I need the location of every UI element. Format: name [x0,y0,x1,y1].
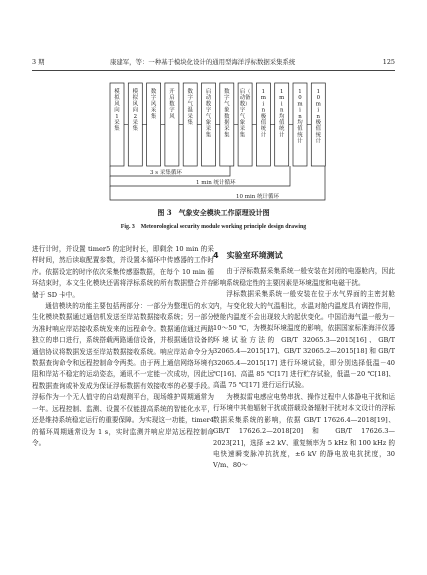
right-paragraph-1: 由于浮标数据采集系统一般安装在封闭的电器舱内，因此影响系统稳定性的主要因素是环境温度和电磁干扰。 [213,267,395,287]
loop-10min-label: 10 min 统计循环 [236,194,280,200]
module-label: 1 m i n 极值统计 [260,89,267,139]
left-column [32,244,214,449]
loop-3s [110,166,230,176]
module-label: 数字风采集 [150,89,157,120]
figure-caption-cn: 图 3 气象安全模块工作原理设计图 [157,208,270,217]
right-column [213,244,395,472]
module-label: 模拟风向 1 采集 [114,89,120,133]
module-label: 1 m i n 均值统计 [278,89,285,139]
right-paragraph-3: 为模拟雷电感应电势串扰、操作过程中人体静电干扰和运行环境中其他辐射干扰或搭载设备辐射干扰对本文设计的浮标数据采集系统的影响，依据 GB/T 17626.4—2018[19]、GB/T 17626.2—2018[20] 和 GB/T 17626.3—2023[21]，选择 ±2 kV、重复频率为 5 kHz 和 100 kHz 的电快速瞬变脉冲抗扰度，±6 kV 的静电放电抗扰度，30 V/m、80～ [213,392,395,470]
figure-caption-en: Fig. 3 Meteorological security module working principle design drawing [120,224,307,230]
issue-number: 3 期 [32,58,45,66]
running-title: 康建军，等：一种基于模块化设计的通用型海洋浮标数据采集系统 [110,58,296,66]
module-label: 数字气温采集 [187,89,193,126]
module-label: 数字气象数据采集 [224,89,230,139]
module-flow-diagram [0,0,427,210]
page-number: 125 [382,58,395,66]
loop-3s-label: 3 s 采集循环 [150,170,182,176]
module-label: 启动数字气象采集 [239,89,246,139]
left-paragraph-1: 进行计时，并设置 timer5 的定时时长，即剩余 10 min 的采样时间，然后读取配置参数，并设置本循环中传感器的工作时序。依据设定的时序依次采集传感器数据，在每个 10 min 循环结束时，本文生化模块还需将浮标系统的所有数据整合并存储于 SD 卡中。 [32,245,214,299]
right-paragraph-2: 浮标数据采集系统一般安装在位于水气界面的主密封舱内，与变化较大的气温相比，水温对舱内温度具有调控作用，使舱内温度不会出现较大的起伏变化。中国沿海气温一般为－10～50 ℃，为模拟环境温度的影响，依据国家标准海洋仪器环境试验方法的 GB/T 32065.3—2015[16]、GB/T 32065.4—2015[17]、GB/T 32065.2—2015[18] 和 GB/T 32065.4—2015[17] 进行环境试验，即分别选择低温－40 ℃[16]、高温 85 ℃[17] 进行贮存试验，低温－20 ℃[18]、高温 75 ℃[17] 进行运行试验。 [213,290,395,390]
module-label: 开启数字风 [169,89,175,120]
module-label: 启动数字气象采集 [205,89,212,139]
module-label: 模拟风向 2 采集 [132,89,139,133]
module-label: 1 0 m i n 均值统计 [297,89,303,145]
module-label: （备） [244,89,251,108]
module-label: 1 0 m i n 极值统计 [315,89,322,145]
loop-1min-label: 1 min 统计循环 [196,180,236,186]
left-paragraph-2: 通信模块的功能主要包括两部分：一部分为整理后的水文生化模块数据通过通信机发送至岸站数据接收系统；另一部分为准时响应岸站接收系统发来的远程命令。数据通信通过两路独立的串口进行，系统搭载两路通信设备，并根据通信设备的通信协议将数据发送至岸站数据接收系统。响应岸站命令分为数据查询命令和远程控制命令两类。由于两上通信网络环境有阻和岸站不稳定的运动姿态，通讯不一定能一次成功，因此远程数据查询或补发成为保证浮标数据有效接收率的必要手段。浮标作为一个无人值守的自动观测平台，现场维护周期通常为一年。远程控制、监测、设置不仅能提高系统的智能化水平，还是维持系统稳定运行的重要保障。为实现这一功能，timer4 的循环周期通常设为 1 s，实时监测并响应岸站远程控制命令。 [32,302,214,447]
section-heading: 4 实验室环境测试 [213,251,283,260]
